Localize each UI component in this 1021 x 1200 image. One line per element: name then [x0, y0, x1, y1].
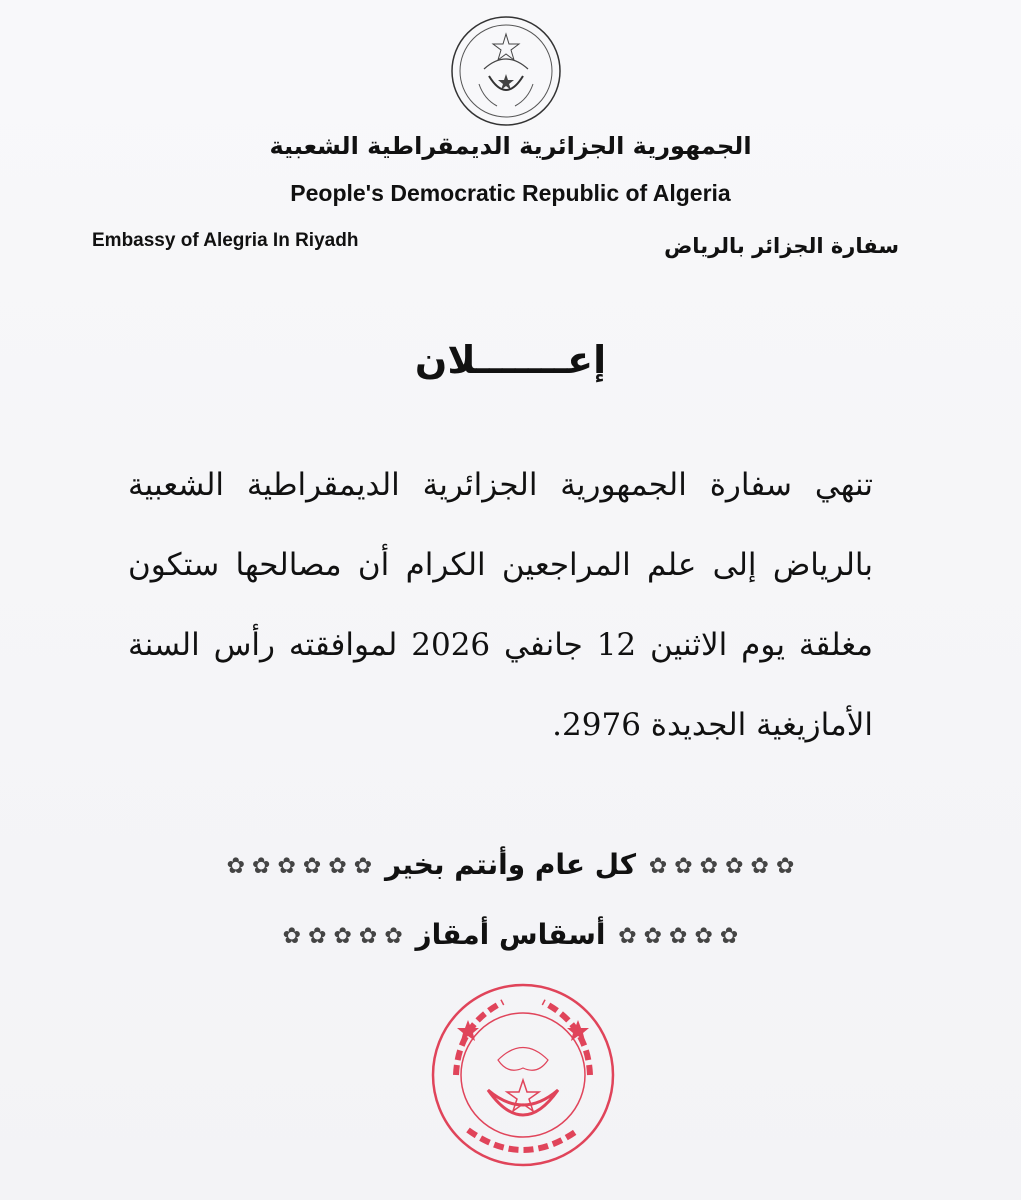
greeting-line-1 — [0, 848, 1021, 881]
flower-ornament-icon: ✿ ✿ ✿ ✿ ✿ ✿ — [648, 853, 795, 879]
country-name-english: People's Democratic Republic of Algeria — [290, 180, 731, 206]
embassy-name-arabic: سفارة الجزائر بالرياض — [664, 234, 899, 258]
notice-body: تنهي سفارة الجمهورية الجزائرية الديمقراطية الشعبية بالرياض إلى علم المراجعين الكرام أن مصالحها ستكون مغلقة يوم الاثنين 12 جانفي 2026 لموافقته رأس السنة الأمازيغية الجديدة 2976. — [128, 467, 873, 743]
greeting-line-2 — [0, 918, 1021, 951]
embassy-stamp-icon — [428, 980, 618, 1170]
algeria-emblem-icon — [449, 14, 563, 128]
flower-ornament-icon: ✿ ✿ ✿ ✿ ✿ ✿ — [226, 853, 373, 879]
greeting-text-2: أسقاس أمقاز — [415, 918, 606, 951]
embassy-name-english: Embassy of Alegria In Riyadh — [92, 230, 359, 251]
greeting-text-1: كل عام وأنتم بخير — [384, 848, 637, 881]
flower-ornament-icon: ✿ ✿ ✿ ✿ ✿ — [282, 923, 403, 949]
notice-title: إعـــــــلان — [414, 338, 607, 382]
flower-ornament-icon: ✿ ✿ ✿ ✿ ✿ — [618, 923, 739, 949]
country-name-arabic: الجمهورية الجزائرية الديمقراطية الشعبية — [269, 132, 752, 160]
